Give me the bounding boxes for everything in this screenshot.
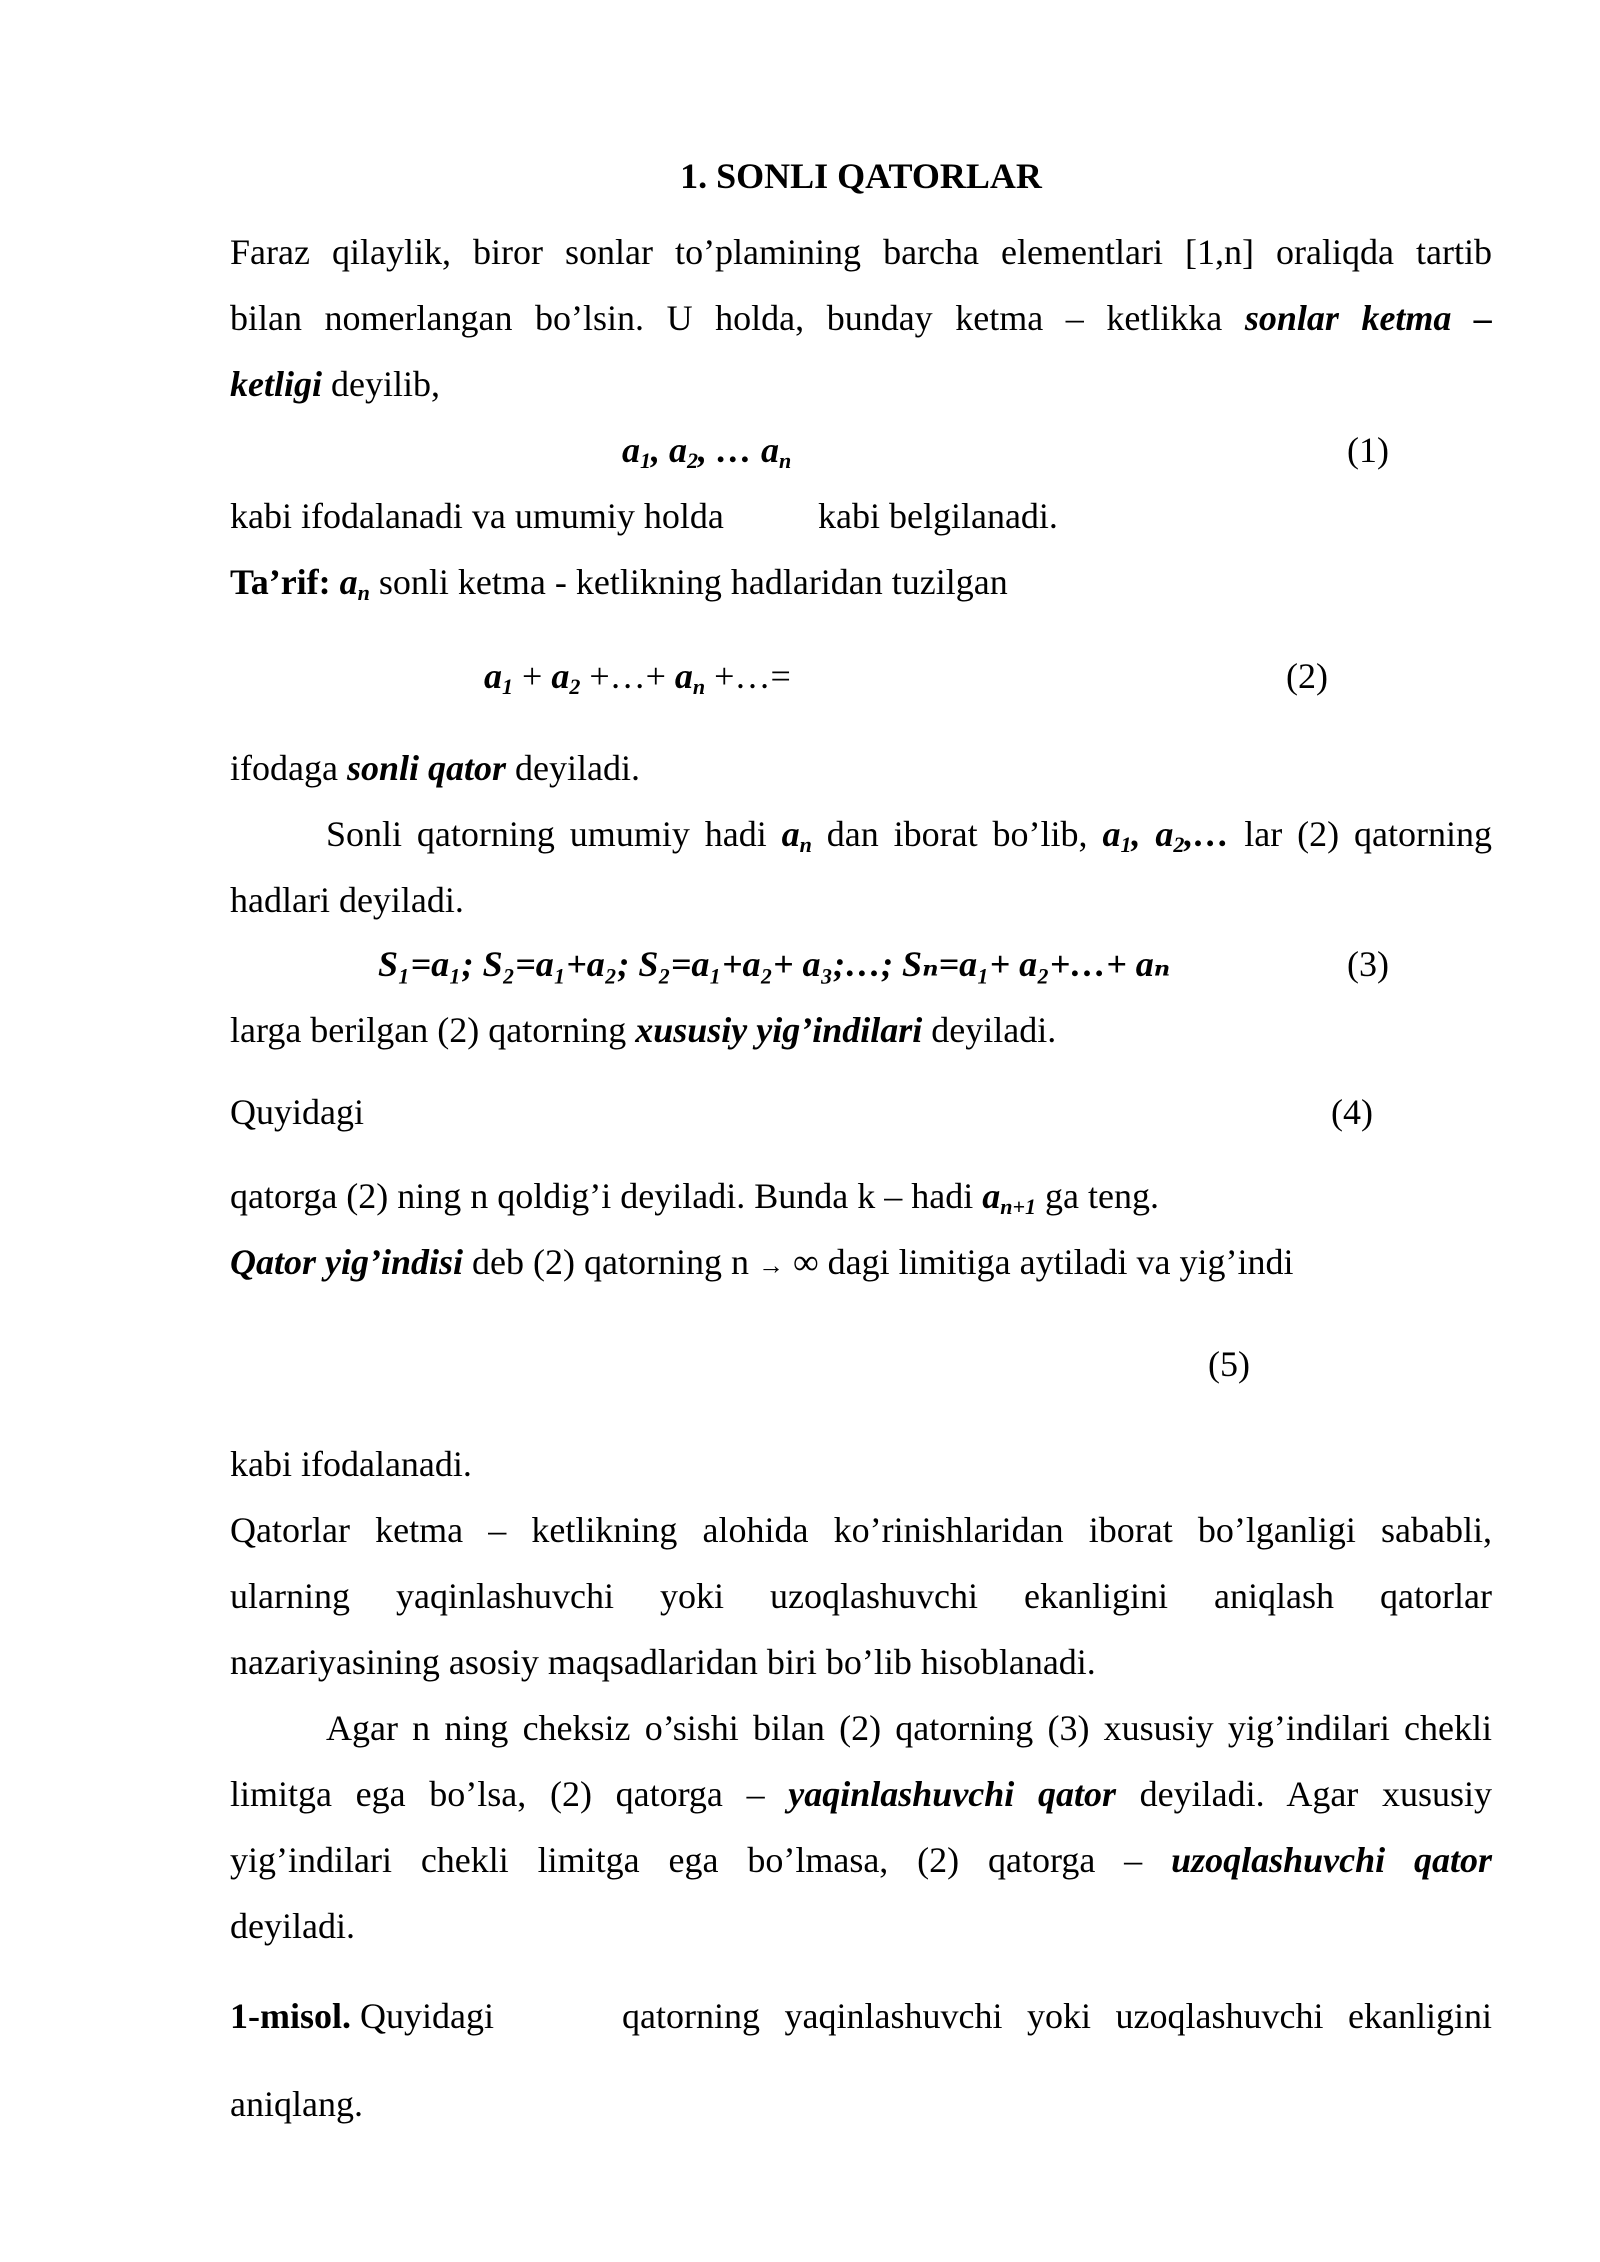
paragraph-line: deyiladi. — [230, 1906, 355, 1946]
paragraph-line: Faraz qilaylik, biror sonlar to’plamining barcha elementlari [1,n] oraliqda tartib — [230, 232, 1492, 272]
equation-number: (4) — [1331, 1092, 1373, 1132]
term-emphasis: sonlar ketma – — [1244, 298, 1492, 338]
term-emphasis: Qator yig’indisi — [230, 1242, 464, 1282]
equation-number: (5) — [1208, 1344, 1250, 1384]
equation-number: (1) — [1347, 430, 1389, 470]
arrow-symbol: → — [757, 1251, 784, 1280]
term-emphasis: yaqinlashuvchi qator — [788, 1774, 1116, 1814]
term-emphasis: uzoqlashuvchi qator — [1171, 1840, 1493, 1880]
paragraph-line: Sonli qatorning umumiy hadi $a_n$ dan iborat bo’lib, $a_1$, $a_2,\dots$ lar (2) qatorning — [326, 814, 1493, 857]
text-run: bilan nomerlangan bo’lsin. U holda, bunday ketma – ketlikka — [230, 298, 1245, 338]
paragraph-line — [230, 362, 1492, 406]
paragraph-line: qatorga (2) ning n qoldig’i deyiladi. Bunda k – hadi $a_{n+1}$ ga teng. — [230, 1176, 1159, 1219]
paragraph-line: nazariyasining asosiy maqsadlaridan biri bo’lib hisoblanadi. — [230, 1642, 1096, 1682]
paragraph-line: Agar n ning cheksiz o’sishi bilan (2) qatorning (3) xususiy yig’indilari chekli — [326, 1708, 1492, 1748]
text-run: kabi ifodalanadi va umumiy holda — [230, 496, 724, 536]
equation-number: (3) — [1347, 944, 1389, 984]
paragraph-line: ifodaga sonli qator deyiladi. — [230, 748, 640, 788]
term-emphasis: ketligi — [230, 364, 322, 404]
definition-line: Ta’rif: $a_n$ sonli ketma - ketlikning hadlaridan tuzilgan — [230, 562, 1008, 605]
text-run: sonli ketma - ketlikning hadlaridan tuzilgan — [369, 562, 1008, 602]
paragraph-line: hadlari deyiladi. — [230, 880, 464, 920]
term-emphasis: xususiy yig’indilari — [635, 1010, 923, 1050]
paragraph-line: Qator yig’indisi deb (2) qatorning n → ∞ dagi limitiga aytiladi va yig’indi — [230, 1242, 1294, 1282]
paragraph-line: Qatorlar ketma – ketlikning alohida ko’rinishlaridan iborat bo’lganligi sababli, — [230, 1510, 1492, 1550]
paragraph-line: limitga ega bo’lsa, (2) qatorga – yaqinlashuvchi qator deyiladi. Agar xususiy — [230, 1774, 1492, 1814]
equation-number: (2) — [1286, 656, 1328, 696]
example-line: 1-misol. Quyidagi — [230, 1996, 494, 2036]
term-emphasis: sonli qator — [346, 748, 506, 788]
paragraph-line: larga berilgan (2) qatorning xususiy yig’indilari deyiladi. — [230, 1010, 1057, 1050]
definition-label: Ta’rif: — [230, 562, 340, 602]
paragraph-line: yig’indilari chekli limitga ega bo’lmasa, (2) qatorga – uzoqlashuvchi qator — [230, 1840, 1493, 1880]
text-run: Quyidagi — [230, 1092, 364, 1132]
text-run: deyilib, — [322, 364, 440, 404]
paragraph-line: aniqlang. — [230, 2084, 363, 2124]
formula-2: $a_1 + a_2$ +…+ $a_n$ +…= — [484, 656, 791, 699]
formula-1: $a_1$, $a_2$, … $a_n$ — [622, 430, 792, 473]
formula-3: S₁=a₁; S₂=a₁+a₂; S₂=a₁+a₂+ a₃;…; Sₙ=a₁+ a₂+…+ aₙ — [378, 944, 1171, 984]
paragraph-line — [230, 296, 1492, 340]
page-title: 1. SONLI QATORLAR — [680, 156, 1042, 196]
paragraph-line: ularning yaqinlashuvchi yoki uzoqlashuvchi ekanligini aniqlash qatorlar — [230, 1576, 1492, 1616]
example-label: 1-misol. — [230, 1996, 351, 2036]
text-run: kabi belgilanadi. — [818, 496, 1058, 536]
paragraph-line: kabi ifodalanadi. — [230, 1444, 472, 1484]
text-run: qatorning yaqinlashuvchi yoki uzoqlashuvchi ekanligini — [622, 1996, 1492, 2036]
